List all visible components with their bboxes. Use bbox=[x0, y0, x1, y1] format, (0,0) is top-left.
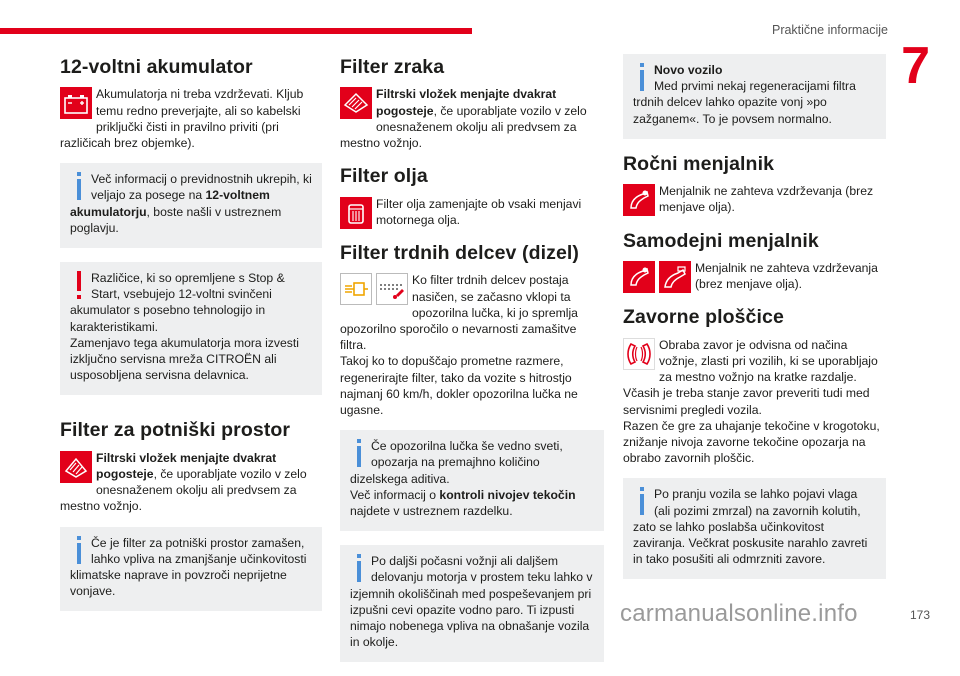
section-title-automatic-gearbox: Samodejni menjalnik bbox=[623, 229, 819, 252]
info-note-dpf-additive bbox=[340, 430, 604, 531]
battery-text: Akumulatorja ni treba vzdrževati. Kljub temu redno preverjajte, ali so kabelski priključki čisti in pravilno priviti (pri različicah brez objemke). bbox=[60, 87, 304, 150]
column-middle bbox=[340, 52, 604, 676]
watermark: carmanualsonline.info bbox=[620, 600, 858, 627]
note-text: Po daljši počasni vožnji ali daljšem delovanju motorja v prostem teku lahko v izjemnih okoliščinah med pospeševanjem pri izpušni cevi opazite vodno paro. Ti izpusti nimajo nobenega vpliva na obnašanje vozila in okolje. bbox=[350, 554, 593, 650]
manual-gearbox-icon bbox=[623, 184, 655, 216]
note-text-1: Če opozorilna lučka še vedno sveti, opozarja na premajhno količino dizelskega aditiva. bbox=[350, 439, 563, 486]
oil-filter-text: Filter olja zamenjajte ob vsaki menjavi motornega olja. bbox=[376, 196, 582, 227]
running-header: Praktične informacije bbox=[771, 23, 888, 37]
dpf-warning-lamp-icon bbox=[340, 273, 372, 305]
note-text: Več informacij o previdnostnih ukrepih, ki veljajo za posege na 12-voltnem akumulatorju, boste našli v ustreznem poglavju. bbox=[70, 172, 312, 235]
info-note-cabin-filter bbox=[60, 527, 322, 612]
info-icon bbox=[350, 438, 368, 468]
top-accent-bar bbox=[0, 28, 472, 34]
info-icon bbox=[633, 486, 651, 516]
warning-icon bbox=[70, 270, 88, 300]
dpf-icons bbox=[340, 273, 408, 305]
manual-gearbox-text: Menjalnik ne zahteva vzdrževanja (brez menjave olja). bbox=[659, 184, 874, 215]
column-left bbox=[60, 52, 322, 625]
note-text: Če je filter za potniški prostor zamašen, lahko vpliva na zmanjšanje učinkovitosti klimatske naprave in povzroči neprijetne vonjave. bbox=[70, 535, 307, 599]
info-note-new-vehicle bbox=[623, 54, 886, 139]
info-icon bbox=[70, 535, 88, 565]
section-title-cabin-filter: Filter za potniški prostor bbox=[60, 419, 291, 442]
section-title-brake-pads: Zavorne ploščice bbox=[623, 306, 784, 329]
battery-icon bbox=[60, 87, 92, 119]
section-title-manual-gearbox: Ročni menjalnik bbox=[623, 152, 775, 175]
chapter-number: 7 bbox=[901, 37, 930, 95]
brake-pads-icon bbox=[623, 338, 655, 370]
section-title-oil-filter: Filter olja bbox=[340, 165, 428, 188]
info-icon bbox=[70, 171, 88, 201]
note-text: Med prvimi nekaj regeneracijami filtra trdnih delcev lahko opazite vonj »po zažganem«. To je povsem normalno. bbox=[633, 79, 856, 126]
page-number: 173 bbox=[909, 608, 930, 622]
note-title: Novo vozilo bbox=[654, 63, 723, 77]
dpf-service-icon bbox=[376, 273, 408, 305]
gear-lever-icon bbox=[659, 261, 691, 293]
section-title-air-filter: Filter zraka bbox=[340, 56, 445, 78]
automatic-gearbox-text: Menjalnik ne zahteva vzdrževanja (brez menjave olja). bbox=[695, 261, 878, 292]
cabin-filter-icon bbox=[60, 451, 92, 483]
dpf-text-1: Ko filter trdnih delcev postaja nasičen, se začasno vklopi ta opozorilna lučka, ki jo spremlja opozorilno sporočilo o nevarnosti zamašitve filtra. bbox=[340, 273, 578, 353]
warning-text-1: Različice, ki so opremljene s Stop & Start, vsebujejo 12-voltni svinčeni akumulator s posebno tehnologijo in karakteristikami. bbox=[70, 271, 285, 334]
gear-selector-icon bbox=[623, 261, 655, 293]
air-filter-icon bbox=[340, 87, 372, 119]
automatic-gearbox-icons bbox=[623, 261, 691, 293]
column-right bbox=[623, 52, 886, 593]
brake-pads-text-2: Razen če gre za uhajanje tekočine v krogotoku, znižanje nivoja zavorne tekočine opozarja na obrabo zavornih ploščic. bbox=[623, 418, 880, 466]
info-note-water-vapour bbox=[340, 545, 604, 662]
note-text-2: Več informacij o kontroli nivojev tekočin najdete v ustreznem razdelku. bbox=[350, 487, 576, 519]
warning-note-battery bbox=[60, 262, 322, 395]
brake-pads-text-1: Obraba zavor je odvisna od načina vožnje, zlasti pri vozilih, ki se uporabljajo za mestno vožnjo na kratke razdalje. Včasih je treba stanje zavor preveriti tudi med servisnimi pregledi vozila. bbox=[623, 337, 878, 417]
info-icon bbox=[350, 553, 368, 583]
cabin-filter-text: Filtrski vložek menjajte dvakrat pogosteje, če uporabljate vozilo v zelo onesnaženem okolju ali predvsem za mestno vožnjo. bbox=[60, 450, 307, 514]
warning-text-2: Zamenjavo tega akumulatorja mora izvesti izključno servisna mreža CITROËN ali usposobljena servisna delavnica. bbox=[70, 335, 299, 383]
dpf-text-2: Takoj ko to dopuščajo prometne razmere, regenerirajte filter, tako da vozite s hitrostjo najmanj 60 km/h, dokler opozorilna lučka ne ugasne. bbox=[340, 354, 578, 418]
section-title-battery: 12-voltni akumulator bbox=[60, 56, 253, 78]
info-note-battery bbox=[60, 163, 322, 248]
oil-filter-icon bbox=[340, 197, 372, 229]
air-filter-text: Filtrski vložek menjajte dvakrat pogosteje, če uporabljate vozilo v zelo onesnaženem okolju ali predvsem za mestno vožnjo. bbox=[340, 87, 587, 150]
section-title-dpf: Filter trdnih delcev (dizel) bbox=[340, 242, 579, 264]
info-icon bbox=[633, 62, 651, 92]
note-text: Po pranju vozila se lahko pojavi vlaga (ali pozimi zmrzal) na zavornih kolutih, zato se lahko poslabša učinkovitost zaviranja. Večkrat poskusite narahlo zavreti in tako posušiti ali odmrzniti zavore. bbox=[633, 487, 868, 567]
info-note-brakes-after-wash bbox=[623, 478, 886, 579]
